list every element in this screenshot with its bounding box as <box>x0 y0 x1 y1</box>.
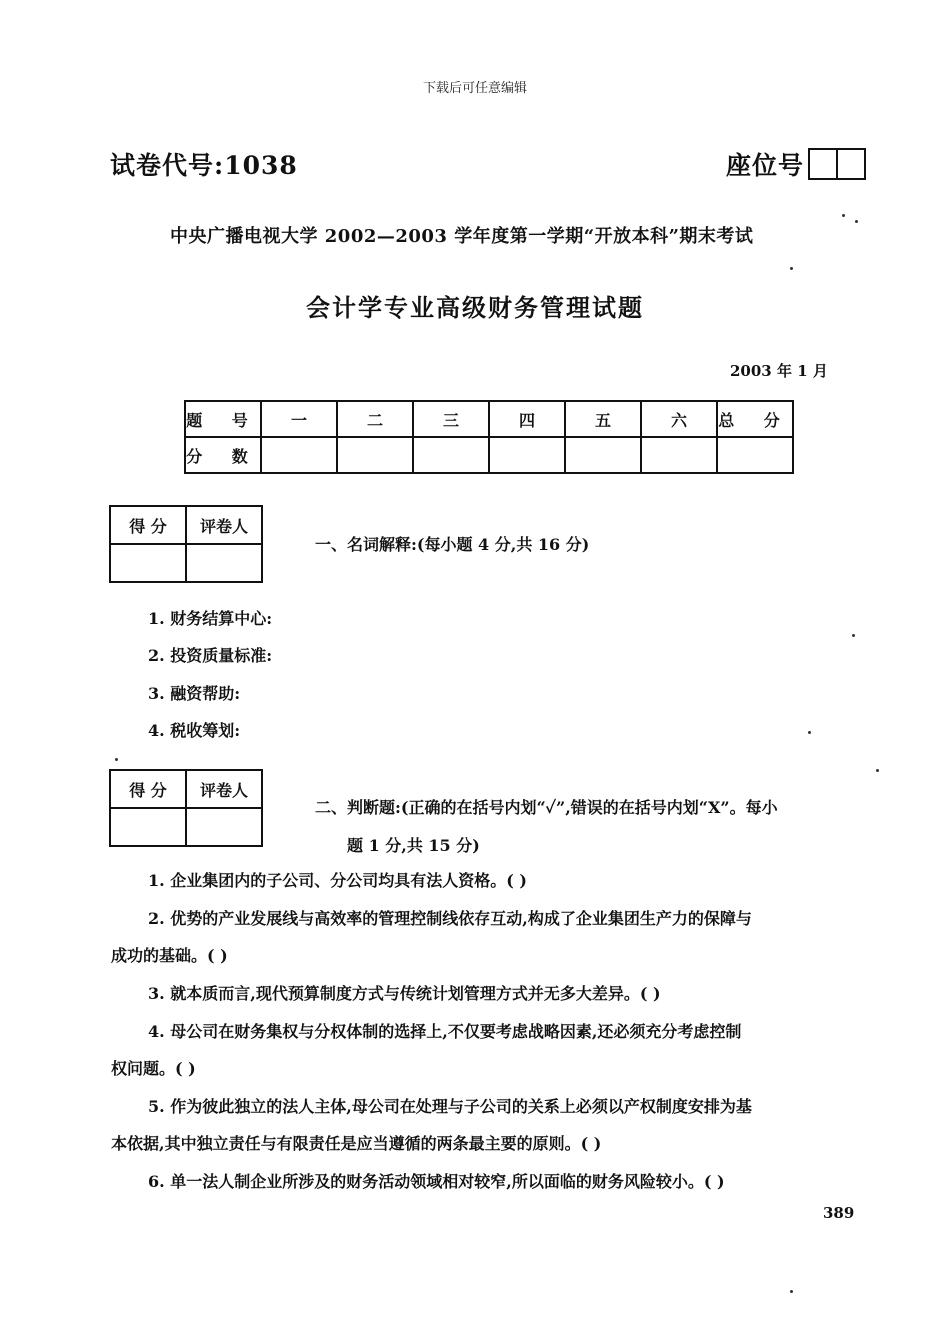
question-item: 6. 单一法人制企业所涉及的财务活动领域相对较窄,所以面临的财务风险较小。( ) <box>148 1172 725 1191</box>
score-cell-empty <box>717 437 793 473</box>
grader-box <box>109 505 263 583</box>
question-item: 5. 作为彼此独立的法人主体,母公司在处理与子公司的关系上必须以产权制度安排为基 <box>148 1097 752 1116</box>
score-table-cell: 三 <box>413 401 489 437</box>
grader-cell-empty <box>186 808 262 846</box>
seat-boxes <box>808 148 866 180</box>
grader-label: 评卷人 <box>186 770 262 808</box>
section-1-title: 一、名词解释:(每小题 4 分,共 16 分) <box>315 535 590 554</box>
score-table-cell: 五 <box>565 401 641 437</box>
page-number: 389 <box>823 1204 855 1222</box>
score-table-header-row <box>185 401 793 437</box>
score-table-cell: 二 <box>337 401 413 437</box>
scan-speck <box>790 1290 793 1293</box>
question-item: 2. 投资质量标准: <box>148 646 273 665</box>
grader-cell-empty <box>110 544 186 582</box>
question-item: 3. 融资帮助: <box>148 684 241 703</box>
question-item-continued: 成功的基础。( ) <box>111 946 228 965</box>
question-item-continued: 权问题。( ) <box>111 1059 196 1078</box>
score-table-cell: 题 号 <box>185 401 261 437</box>
question-item: 3. 就本质而言,现代预算制度方式与传统计划管理方式并无多大差异。( ) <box>148 984 661 1003</box>
grader-cell-empty <box>110 808 186 846</box>
score-label: 得 分 <box>110 506 186 544</box>
grader-label: 评卷人 <box>186 506 262 544</box>
seat-number <box>726 146 866 182</box>
question-item: 4. 税收筹划: <box>148 721 241 740</box>
seat-label: 座位号 <box>726 151 805 180</box>
score-table-cell: 一 <box>261 401 337 437</box>
scan-speck <box>808 731 811 734</box>
score-cell-empty <box>261 437 337 473</box>
seat-box <box>808 148 838 180</box>
score-table-cell: 六 <box>641 401 717 437</box>
question-item: 2. 优势的产业发展线与高效率的管理控制线依存互动,构成了企业集团生产力的保障与 <box>148 909 752 928</box>
section-2-title: 二、判断题:(正确的在括号内划“✓”,错误的在括号内划“X”。每小 <box>315 798 778 817</box>
score-cell-empty <box>413 437 489 473</box>
score-table-cell: 分 数 <box>185 437 261 473</box>
paper-code: 试卷代号:1038 <box>110 151 298 180</box>
question-item: 4. 母公司在财务集权与分权体制的选择上,不仅要考虑战略因素,还必须充分考虑控制 <box>148 1022 742 1041</box>
score-table <box>184 400 794 474</box>
question-item: 1. 财务结算中心: <box>148 609 273 628</box>
scan-speck <box>790 267 793 270</box>
exam-date: 2003 年 1 月 <box>730 362 828 380</box>
seat-box <box>838 148 866 180</box>
scan-speck <box>855 220 858 223</box>
scan-speck <box>842 214 845 217</box>
scan-speck <box>852 634 855 637</box>
question-item: 1. 企业集团内的子公司、分公司均具有法人资格。( ) <box>148 871 527 890</box>
subject-title: 会计学专业高级财务管理试题 <box>306 293 644 322</box>
grader-box <box>109 769 263 847</box>
score-table-cell: 四 <box>489 401 565 437</box>
scan-speck <box>876 769 879 772</box>
grader-cell-empty <box>186 544 262 582</box>
download-note: 下载后可任意编辑 <box>422 81 527 96</box>
exam-title: 中央广播电视大学 2002—2003 学年度第一学期“开放本科”期末考试 <box>170 226 754 247</box>
score-cell-empty <box>489 437 565 473</box>
question-item-continued: 本依据,其中独立责任与有限责任是应当遵循的两条最主要的原则。( ) <box>111 1134 602 1153</box>
score-cell-empty <box>641 437 717 473</box>
scan-speck <box>115 758 118 761</box>
score-table-cell: 总 分 <box>717 401 793 437</box>
score-cell-empty <box>337 437 413 473</box>
score-label: 得 分 <box>110 770 186 808</box>
section-2-title-continued: 题 1 分,共 15 分) <box>347 836 480 855</box>
score-cell-empty <box>565 437 641 473</box>
score-table-score-row <box>185 437 793 473</box>
